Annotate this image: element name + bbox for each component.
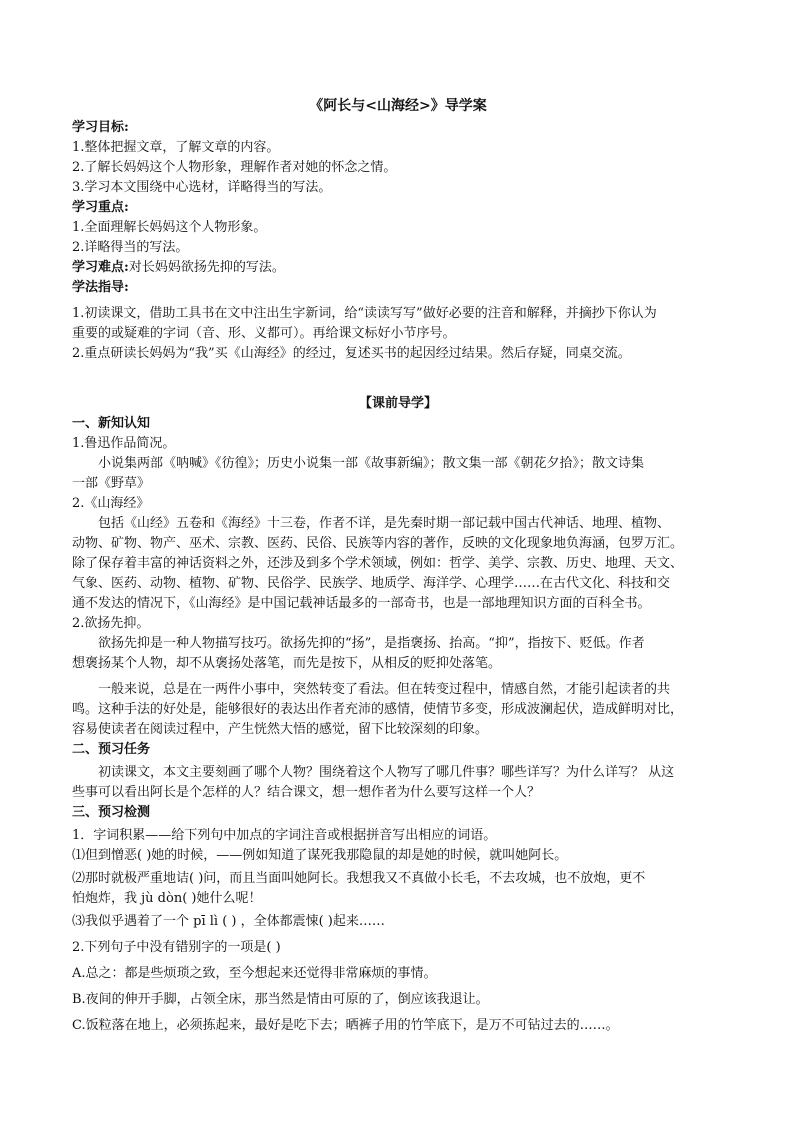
shanhaijing-line-2: 动物、矿物、物产、巫术、宗教、医药、民俗、民族等内容的著作，反映的文化现象地负海涵，包罗万汇。: [72, 536, 684, 551]
technique-line-5: 容易使读者在阅读过程中，产生恍然大悟的感觉，留下比较深刻的印象。: [72, 722, 489, 737]
key-points-heading: 学习重点:: [72, 200, 129, 215]
technique-title: 2.欲扬先抑。: [72, 616, 150, 631]
shanhaijing-title: 2.《山海经》: [72, 496, 150, 511]
method-item-1-line-2: 重要的或疑难的字词（音、形、义都可）。再给课文标好小节序号。: [72, 326, 456, 341]
method-item-1-line-1: 1.初读课文，借助工具书在文中注出生字新词，给“读读写写”做好必要的注音和解释，并摘抄下你认为: [72, 306, 657, 321]
page-title: 《阿长与<山海经>》导学案: [309, 98, 487, 114]
question-2-option-a: A.总之：都是些烦琐之致，至今想起来还觉得非常麻烦的事情。: [72, 966, 437, 981]
shanhaijing-line-3: 除了保存着丰富的神话资料之外，还涉及到多个学术领域，例如：哲学、美学、宗教、历史、地理、天文、: [72, 556, 684, 571]
technique-line-1: 欲扬先抑是一种人物描写技巧。欲扬先抑的“扬”，是指褒扬、抬高。“抑”，指按下、贬低。作者: [98, 636, 645, 651]
question-2-option-c: C.饭粒落在地上，必须拣起来，最好是吃下去；晒裤子用的竹竿底下，是万不可钻过去的……。: [72, 1018, 619, 1033]
works-line-2: 一部《野草》: [72, 476, 151, 491]
shanhaijing-line-1: 包括《山经》五卷和《海经》十三卷，作者不详，是先秦时期一部记载中国古代神话、地理、植物、: [98, 516, 671, 531]
question-2-option-b: B.夜间的伸开手脚，占领全床，那当然是情由可原的了，倒应该我退让。: [72, 992, 489, 1007]
technique-line-3: 一般来说，总是在一两件小事中，突然转变了看法。但在转变过程中，情感自然，才能引起读者的共: [98, 682, 671, 697]
part3-heading: 三、预习检测: [72, 805, 151, 820]
method-item-2: 2.重点研读长妈妈为“我”买《山海经》的经过，复述买书的起因经过结果。然后存疑，同桌交流。: [72, 346, 631, 361]
goals-heading: 学习目标:: [72, 120, 129, 135]
method-heading: 学法指导:: [72, 280, 129, 295]
works-title: 1.鲁迅作品简况。: [72, 436, 176, 451]
goal-item-1: 1.整体把握文章，了解文章的内容。: [72, 140, 280, 155]
question-1-b-line-2: 怕炮炸，我 jù dòn( )她什么呢！: [72, 891, 262, 906]
worksheet-page: [72, 96, 724, 1036]
part1-heading: 一、新知认知: [72, 416, 151, 431]
difficulty-row: [72, 258, 724, 278]
goal-item-2: 2.了解长妈妈这个人物形象，理解作者对她的怀念之情。: [72, 160, 397, 175]
question-1-c: ⑶我似乎遇着了一个 pī lì ( ) ，全体都震悚( )起来……: [72, 914, 385, 929]
part2-heading: 二、预习任务: [72, 742, 151, 757]
shanhaijing-line-4: 气象、医药、动物、植物、矿物、民俗学、民族学、地质学、海洋学、心理学……在古代文化、科技和交: [72, 576, 671, 591]
works-line-1: 小说集两部《呐喊》《彷徨》；历史小说集一部《故事新编》；散文集一部《朝花夕拾》；散文诗集: [98, 456, 645, 471]
key-point-item-1: 1.全面理解长妈妈这个人物形象。: [72, 220, 267, 235]
technique-line-4: 鸣。这种手法的好处是，能够很好的表达出作者充沛的感情，使情节多变，形成波澜起伏，造成鲜明对比，: [72, 702, 684, 717]
preclass-heading: 【课前导学】: [358, 396, 437, 411]
difficulty-text: 对长妈妈欲扬先抑的写法。: [128, 260, 285, 275]
task-line-1: 初读课文，本文主要刻画了哪个人物？围绕着这个人物写了哪几件事？哪些详写？为什么详写？ 从这: [98, 765, 675, 780]
key-point-item-2: 2.详略得当的写法。: [72, 240, 189, 255]
goal-item-3: 3.学习本文围绕中心选材，详略得当的写法。: [72, 180, 332, 195]
question-1-a: ⑴但到憎恶( )她的时候，——例如知道了谋死我那隐鼠的却是她的时候，就叫她阿长。: [72, 848, 568, 863]
difficulty-heading: 学习难点:: [72, 260, 129, 275]
question-2-title: 2.下列句子中没有错别字的一项是( ): [72, 940, 281, 955]
technique-line-2: 想褒扬某个人物，却不从褒扬处落笔，而先是按下，从相反的贬抑处落笔。: [72, 656, 502, 671]
question-1-b-line-1: ⑵那时就极严重地诘( )问，而且当面叫她阿长。我想我又不真做小长毛，不去攻城，也不放炮，更不: [72, 871, 646, 886]
task-line-2: 些事可以看出阿长是个怎样的人？结合课文，想一想作者为什么要写这样一个人？: [72, 785, 541, 800]
shanhaijing-line-5: 通不发达的情况下，《山海经》是中国记载神话最多的一部奇书，也是一部地理知识方面的百科全书。: [72, 596, 651, 611]
question-1-title: 1．字词积累——给下列句中加点的字词注音或根据拼音写出相应的词语。: [72, 828, 497, 843]
